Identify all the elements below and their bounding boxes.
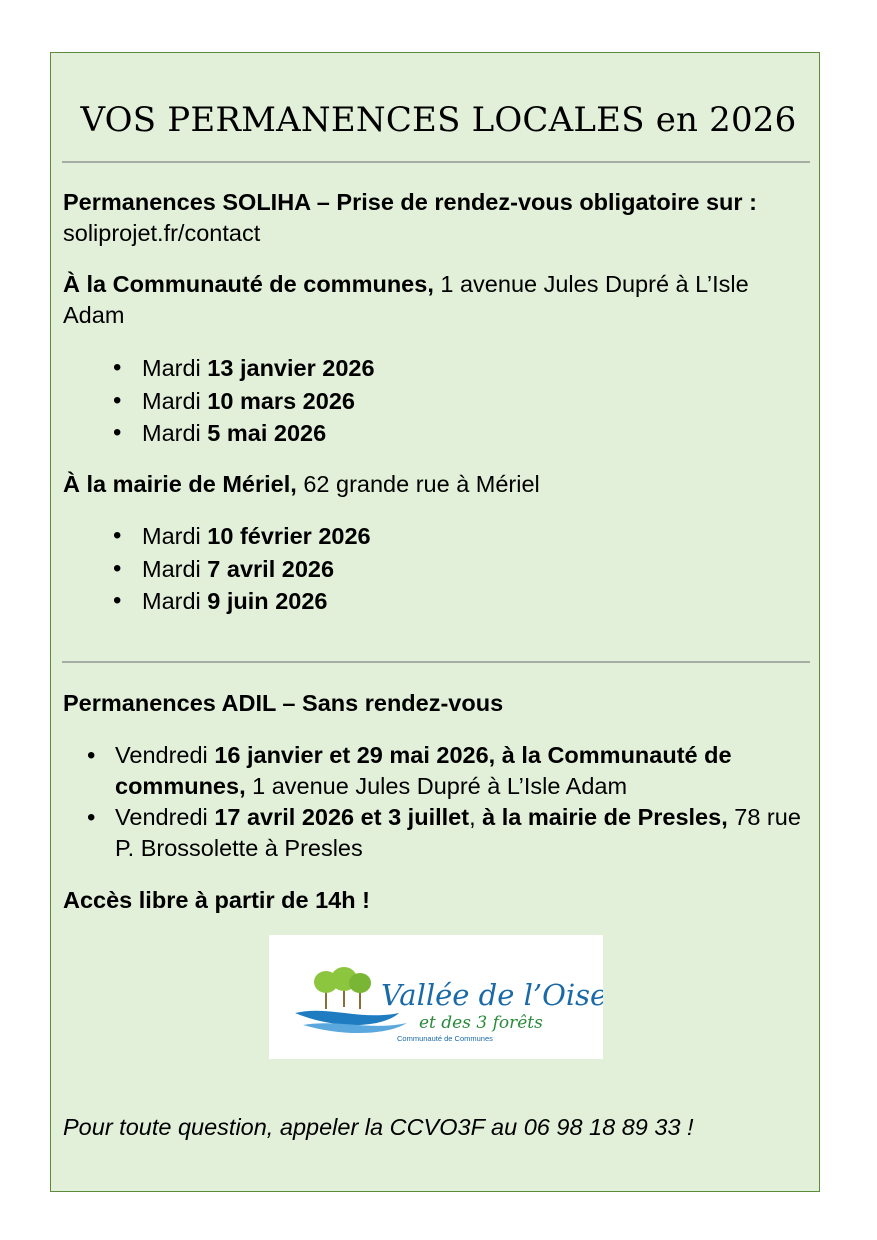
date-day: Mardi: [142, 523, 208, 549]
date-day: Mardi: [142, 555, 208, 582]
soliha-contact-link: soliprojet.fr/contact: [63, 220, 261, 246]
adil-address: 1 avenue Jules Dupré à L’Isle Adam: [245, 773, 628, 799]
soliha-heading: [63, 187, 803, 249]
logo-title: Vallée de l’Oise: [381, 978, 603, 1012]
adil-address: 78 rue P. Brossolette à Presles: [115, 804, 801, 861]
list-item: [63, 417, 803, 450]
adil-separator: ,: [469, 804, 483, 830]
date-day: Mardi: [142, 355, 208, 381]
date-value: 10 février 2026: [207, 523, 371, 549]
location-meriel-address: 62 grande rue à Mériel: [296, 471, 540, 497]
list-item: [63, 520, 803, 553]
contact-footer: Pour toute question, appeler la CCVO3F au 06 98 18 89 33 !: [63, 1114, 694, 1140]
date-value: 5 mai 2026: [207, 420, 327, 446]
location-community-name: À la Communauté de communes,: [63, 271, 434, 297]
date-day: Mardi: [142, 420, 208, 446]
soliha-heading-text: Permanences SOLIHA – Prise de rendez-vous obligatoire sur :: [63, 189, 757, 215]
list-item: [63, 553, 803, 586]
list-item: [63, 802, 803, 864]
tree-icon: [314, 967, 371, 1009]
date-day: Mardi: [142, 387, 208, 414]
adil-day: Vendredi: [115, 742, 215, 768]
date-value: 9 juin 2026: [207, 588, 328, 614]
water-wave-icon: [295, 1011, 399, 1025]
logo-tagline: Communauté de Communes: [397, 1034, 493, 1043]
adil-day: Vendredi: [115, 804, 215, 830]
date-value: 7 avril 2026: [207, 555, 335, 582]
logo-graphic: [269, 935, 603, 1059]
adil-list: [63, 740, 803, 864]
adil-dates: 17 avril 2026 et 3 juillet: [214, 804, 470, 830]
date-value: 13 janvier 2026: [207, 355, 375, 381]
community-dates-list: [63, 352, 803, 450]
adil-date-place: 16 janvier et 29 mai 2026, à la Communauté de communes,: [115, 742, 732, 799]
date-value: 10 mars 2026: [207, 387, 355, 414]
location-meriel: [63, 469, 803, 500]
meriel-dates-list: [63, 520, 803, 618]
adil-place: à la mairie de Presles,: [482, 804, 728, 830]
logo-subtitle: et des 3 forêts: [419, 1013, 543, 1033]
list-item: [63, 385, 803, 418]
page-title: VOS PERMANENCES LOCALES en 2026: [80, 100, 797, 140]
list-item: [63, 585, 803, 618]
date-day: Mardi: [142, 588, 208, 614]
location-community: [63, 269, 803, 331]
list-item: [63, 740, 803, 802]
location-community-address: 1 avenue Jules Dupré à L’Isle Adam: [63, 271, 749, 328]
access-note: Accès libre à partir de 14h !: [63, 887, 370, 913]
divider-top: [62, 161, 810, 163]
adil-heading: Permanences ADIL – Sans rendez-vous: [63, 690, 504, 716]
ccvo3f-logo: [269, 935, 603, 1059]
location-meriel-name: À la mairie de Mériel,: [63, 471, 297, 497]
divider-middle: [62, 661, 810, 663]
list-item: [63, 352, 803, 385]
